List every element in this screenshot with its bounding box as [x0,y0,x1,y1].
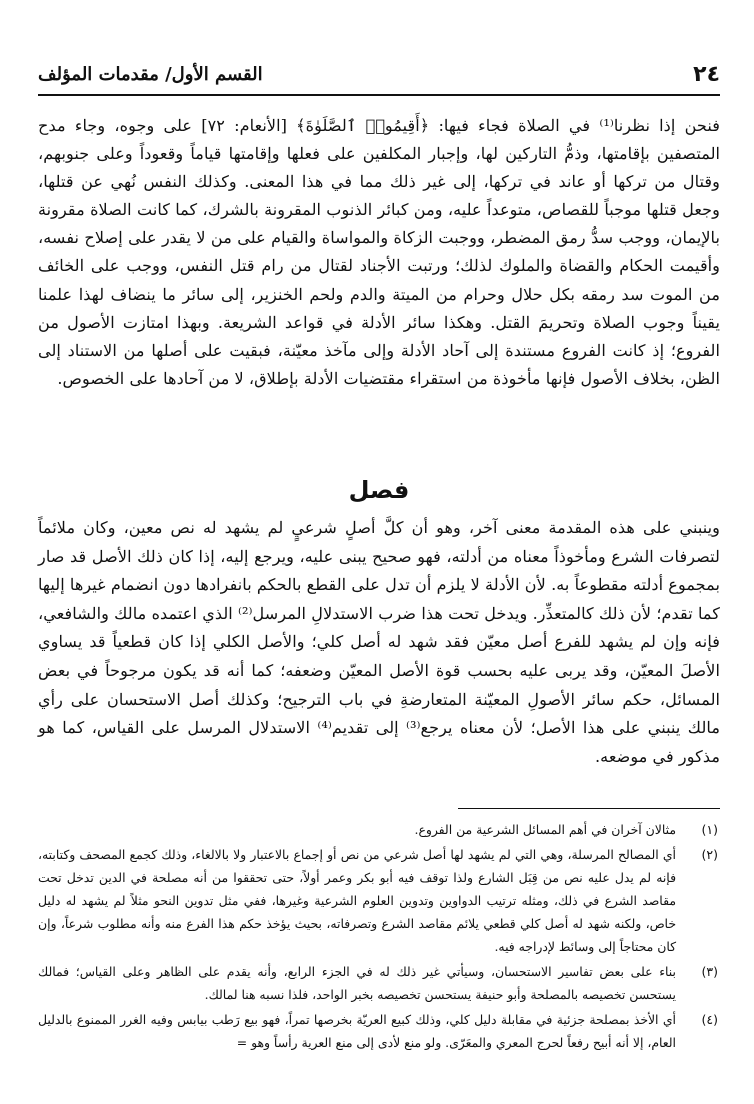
footnote-number: (١) [701,822,718,837]
footnote-item [38,960,720,1006]
paragraph-2: وينبني على هذه المقدمة معنى آخر، وهو أن كلَّ أصلٍ شرعيٍ لم يشهد له نص معين، وكان ملائماً لتصرفات الشرع ومأخوذاً معناه من أدلته، فهو صحيح يبنى عليه، ويرجع إليه، إذا كان ذلك الأصل قد صار بمجموع أدلته مقطوعاً به. لأن الأدلة لا يلزم أن تدل على القطع بالحكم بانفرادها دون انضمام غيرها إليها كما تقدم؛ لأن ذلك كالمتعذِّر. ويدخل تحت هذا ضرب الاستدلالِ المرسل⁽²⁾ الذي اعتمده مالك والشافعي، فإنه وإن لم يشهد للفرع أصل معيّن فقد شهد له أصل كلي؛ والأصل الكلي إذا كان قطعياً قد يساوي الأصلَ المعيّن، وقد يربى عليه بحسب قوة الأصل المعيّن وضعفه؛ كما أنه قد يكون مرجوحاً في بعض المسائل، حكم سائر الأصولِ المعيّنة المتعارضةِ في باب الترجيح؛ وكذلك أصل الاستحسان على رأي مالك ينبني على هذا الأصل؛ لأن معناه يرجع⁽³⁾ إلى تقديم⁽⁴⁾ الاستدلال المرسل على القياس، كما هو مذكور في موضعه. [38,518,720,766]
running-head: القسم الأول/ مقدمات المؤلف [38,64,263,85]
footnote-text: مثالان آخران في أهم المسائل الشرعية من الفروع. [414,822,676,837]
footnote-number: (٣) [701,964,718,979]
main-text-block-2 [38,514,720,771]
section-title: فصل [348,476,410,504]
page-number: ٢٤ [693,62,720,87]
footnote-text: أي الأخذ بمصلحة جزئية في مقابلة دليل كلي، وذلك كبيع العريّة بخرصها تمراً، فهو بيع رَطب بيابس وفيه الغرر الممنوع بالدليل العام، إلا أنه أبيح رفعاً لحرج المعري والمعَرّى. ولو منع لأدى إلى منع العرية رأساً وهو = [38,1012,676,1050]
book-page [38,0,720,1104]
footnote-text: بناء على بعض تفاسير الاستحسان، وسيأتي غير ذلك له في الجزء الرابع، وأنه يقدم على الظاهر وعلى القياس؛ فمالك يستحسن تخصيصه بالمصلحة وأبو حنيفة يستحسن تخصيصه بخبر الواحد، فلذا نسبه هنا لمالك. [38,964,676,1002]
footnote-number: (٤) [701,1012,718,1027]
footnote-item [38,1008,720,1054]
footnote-item [38,818,720,841]
footnote-number: (٢) [701,847,718,862]
page-header [38,56,720,96]
footnotes [38,818,720,1056]
main-text-block [38,112,720,393]
paragraph-1: فنحن إذا نظرنا⁽¹⁾ في الصلاة فجاء فيها: ﴿أَقِيمُوا۟ ٱلصَّلَوٰةَ﴾ [الأنعام: ٧٢] على وجوه، وجاء مدح المتصفين بإقامتها، وذمُّ التاركين لها، وإجبار المكلفين على فعلها وإقامتها قياماً وقعوداً وعلى جنوبهم، وقتال من تركها أو عاند في تركها، إلى غير ذلك مما في هذا المعنى. وكذلك النفس نُهي عن قتلها، وجعل قتلها موجباً للقصاص، متوعداً عليه، ومن كبائر الذنوب المقرونة بالشرك، كما كانت الصلاة مقرونة بالإيمان، ووجب سدُّ رمق المضطر، ووجبت الزكاة والمواساة والقيام على من لا يقدر على إصلاح نفسه، وأقيمت الحكام والقضاة والملوك لذلك؛ ورتبت الأجناد لقتال من رام قتل النفس، ووجب على الخائف من الموت سد رمقه بكل حلال وحرام من الميتة والدم ولحم الخنزير، إلى سائر ما ينضاف لهذا علمنا يقيناً وجوب الصلاة وتحريمَ القتل. وهكذا سائر الأدلة في قواعد الشريعة. وبهذا امتازت الأصول من الفروع؛ إذ كانت الفروع مستندة إلى آحاد الأدلة وإلى مآخذ معيّنة، فبقيت على أصلها من الاستناد إلى الظن، بخلاف الأصول فإنها مأخوذة من استقراء مقتضيات الأدلة بإطلاق، لا من آحادها على الخصوص. [38,116,720,388]
footnote-divider [458,808,720,809]
footnote-item [38,843,720,958]
footnote-text: أي المصالح المرسلة، وهي التي لم يشهد لها أصل شرعي من نص أو إجماع بالاعتبار ولا بالالغاء، وذلك كجمع المصحف وكتابته، فإنه لم يدل عليه نص من قِبَل الشارع ولذا توقف فيه أبو بكر وعمر أولاً، حتى تحققوا من أنه مصلحة في الدين تدخل تحت مقاصد الشرع في ذلك، ومثله ترتيب الدواوين وتدوين العلوم الشرعية وغيرها، ففي مثل تدوين النحو مثلاً لم يشهد له دليل خاص، ولكنه شهد له أصل كلي قطعي يلائم مقاصد الشرع وتصرفاته، بحيث يؤخذ حكم هذا الفرع منه وأنه مطلوب شرعاً، وإن كان محتاجاً إلى وسائط لإدراجه فيه. [38,847,676,954]
